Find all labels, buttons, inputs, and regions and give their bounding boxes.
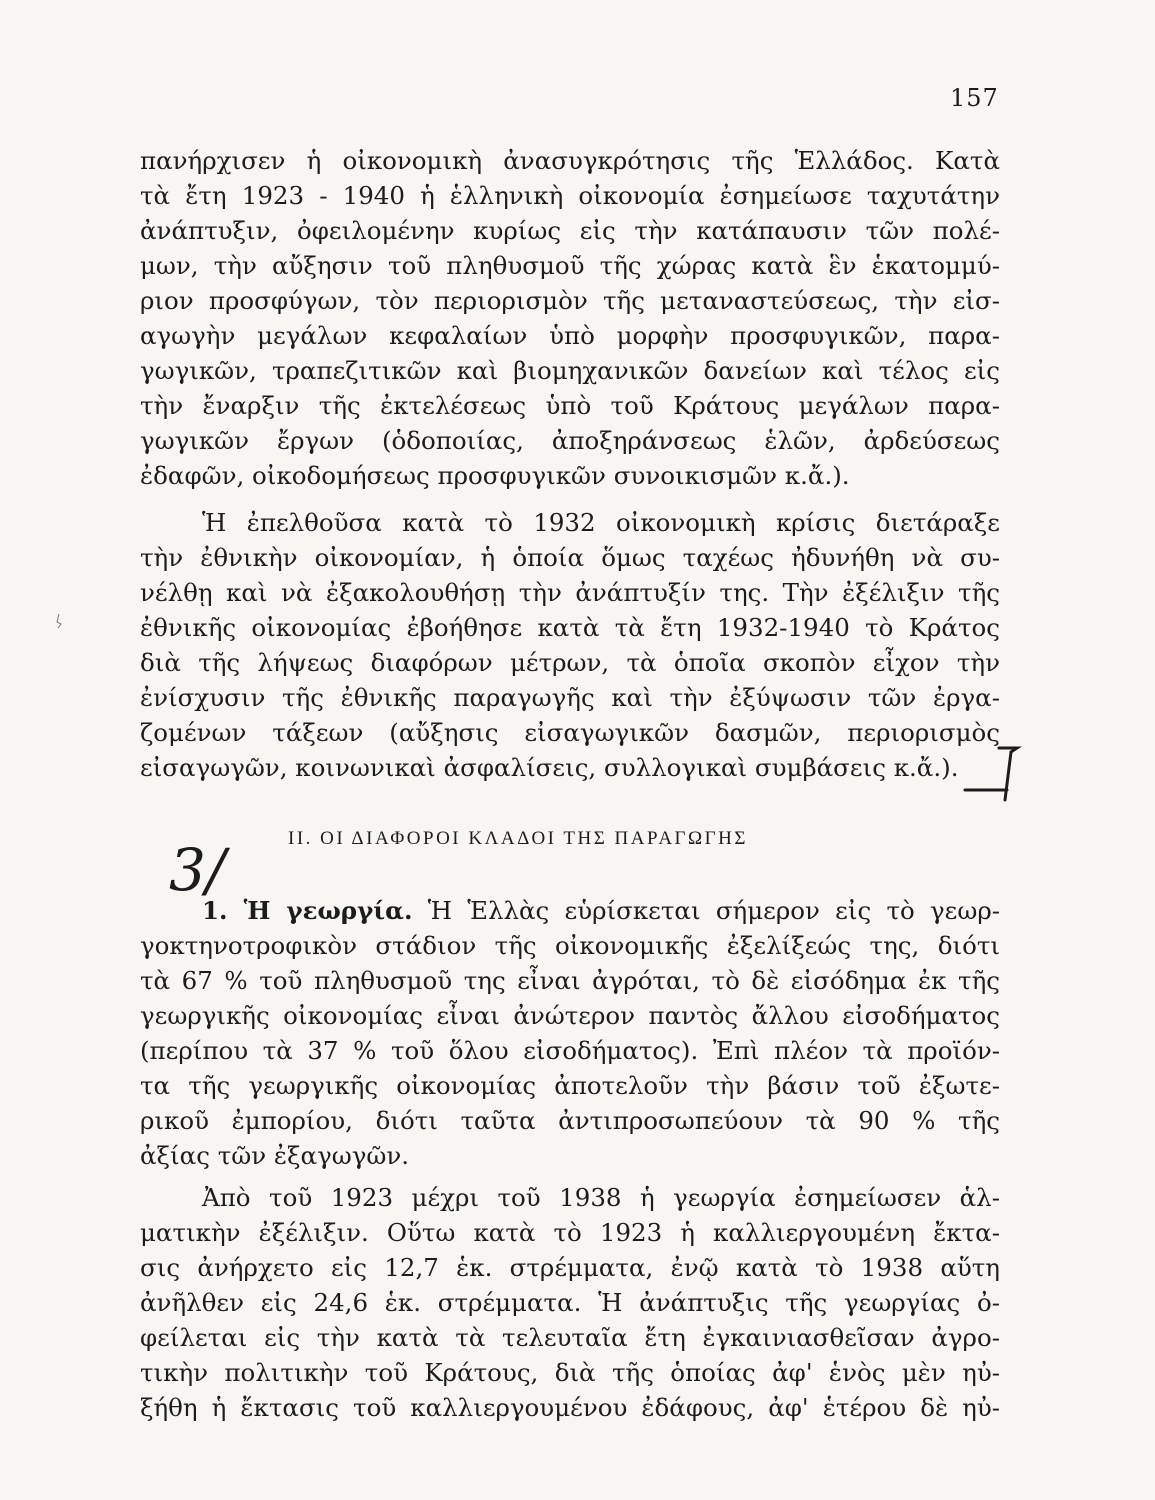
text-line: φείλεται εἰς τὴν κατὰ τὰ τελευταῖα ἔτη ἐγκαινιασθεῖσαν ἀγρο- — [140, 1323, 1000, 1352]
page-number: 157 — [950, 84, 999, 112]
text-line — [140, 893, 1000, 928]
text-line: πανήρχισεν ἡ οἰκονομικὴ ἀνασυγκρότησις τῆς Ἑλλάδος. Κατὰ — [140, 146, 1000, 175]
text-line: μων, τὴν αὔξησιν τοῦ πληθυσμοῦ τῆς χώρας κατὰ ἓν ἑκατομμύ- — [140, 251, 1000, 280]
text-line: τὴν ἔναρξιν τῆς ἐκτελέσεως ὑπὸ τοῦ Κράτους μεγάλων παρα- — [140, 391, 1000, 420]
text-line: ἀξίας τῶν ἐξαγωγῶν. — [140, 1141, 410, 1170]
text-line: γωγικῶν ἔργων (ὁδοποιίας, ἀποξηράνσεως ἑλῶν, ἀρδεύσεως — [140, 426, 1000, 455]
text-line: ἀνάπτυξιν, ὀφειλομένην κυρίως εἰς τὴν κατάπαυσιν τῶν πολέ- — [140, 216, 1000, 245]
scan-speck — [52, 612, 66, 630]
text-line: γωγικῶν, τραπεζιτικῶν καὶ βιομηχανικῶν δανείων καὶ τέλος εἰς — [140, 356, 1000, 385]
text-line: Ἀπὸ τοῦ 1923 μέχρι τοῦ 1938 ἡ γεωργία ἐσημείωσεν ἁλ- — [202, 1183, 1000, 1212]
text-line: ριον προσφύγων, τὸν περιορισμὸν τῆς μεταναστεύσεως, τὴν εἰσ- — [140, 286, 1000, 315]
text-line: Ἡ ἐπελθοῦσα κατὰ τὸ 1932 οἰκονομικὴ κρίσις διετάραξε — [202, 508, 1000, 537]
section-heading: II. ΟΙ ΔΙΑΦΟΡΟΙ ΚΛΑΔΟΙ ΤΗΣ ΠΑΡΑΓΩΓΗΣ — [288, 828, 748, 849]
text-line: εἰσαγωγῶν, κοινωνικαὶ ἀσφαλίσεις, συλλογικαὶ συμβάσεις κ.ἄ.). — [140, 753, 959, 782]
text-line: ρικοῦ ἐμπορίου, διότι ταῦτα ἀντιπροσωπεύουν τὰ 90 % τῆς — [140, 1106, 1000, 1135]
paragraph-4 — [140, 1180, 1000, 1425]
text-line: τα τῆς γεωργικῆς οἰκονομίας ἀποτελοῦν τὴν βάσιν τοῦ ἐξωτε- — [140, 1071, 1000, 1100]
paragraph-2 — [140, 505, 1000, 785]
text-line: γεωργικῆς οἰκονομίας εἶναι ἀνώτερον παντὸς ἄλλου εἰσοδήματος — [140, 1001, 1000, 1030]
text-line: αγωγὴν μεγάλων κεφαλαίων ὑπὸ μορφὴν προσφυγικῶν, παρα- — [140, 321, 1000, 350]
text-line: νέλθῃ καὶ νὰ ἐξακολουθήσῃ τὴν ἀνάπτυξίν της. Τὴν ἐξέλιξιν τῆς — [140, 578, 1000, 607]
subsection-title: 1. Ἡ γεωργία. — [202, 896, 413, 925]
handwritten-bracket-mark — [955, 738, 1025, 808]
text-line: ἐνίσχυσιν τῆς ἐθνικῆς παραγωγῆς καὶ τὴν ἐξύψωσιν τῶν ἐργα- — [140, 683, 1000, 712]
text-line: (περίπου τὰ 37 % τοῦ ὅλου εἰσοδήματος). Ἐπὶ πλέον τὰ προϊόν- — [140, 1036, 1000, 1065]
text-line: τὰ 67 % τοῦ πληθυσμοῦ της εἶναι ἀγρόται, τὸ δὲ εἰσόδημα ἐκ τῆς — [140, 966, 1000, 995]
text-line: τὰ ἔτη 1923 - 1940 ἡ ἑλληνικὴ οἰκονομία ἐσημείωσε ταχυτάτην — [140, 181, 1000, 210]
text-line: ξήθη ἡ ἔκτασις τοῦ καλλιεργουμένου ἐδάφους, ἀφ' ἑτέρου δὲ ηὐ- — [140, 1393, 1000, 1422]
text-fragment: Ἡ Ἑλλὰς εὑρίσκεται σήμερον εἰς τὸ γεωρ- — [412, 896, 1001, 925]
paragraph-1 — [140, 143, 1000, 493]
text-line: τὴν ἐθνικὴν οἰκονομίαν, ἡ ὁποία ὅμως ταχέως ἠδυνήθη νὰ συ- — [140, 543, 1000, 572]
text-line: ἐδαφῶν, οἰκοδομήσεως προσφυγικῶν συνοικισμῶν κ.ἄ.). — [140, 461, 850, 490]
text-line: ματικὴν ἐξέλιξιν. Οὕτω κατὰ τὸ 1923 ἡ καλλιεργουμένη ἔκτα- — [140, 1218, 1000, 1247]
text-line: ἐθνικῆς οἰκονομίας ἐβοήθησε κατὰ τὰ ἔτη 1932-1940 τὸ Κράτος — [140, 613, 1000, 642]
text-line: ἀνῆλθεν εἰς 24,6 ἑκ. στρέμματα. Ἡ ἀνάπτυξις τῆς γεωργίας ὀ- — [140, 1288, 1000, 1317]
text-line: σις ἀνήρχετο εἰς 12,7 ἑκ. στρέμματα, ἐνῷ κατὰ τὸ 1938 αὕτη — [140, 1253, 1000, 1282]
text-line: γοκτηνοτροφικὸν στάδιον τῆς οἰκονομικῆς ἐξελίξεώς της, διότι — [140, 931, 1000, 960]
text-line: διὰ τῆς λήψεως διαφόρων μέτρων, τὰ ὁποῖα σκοπὸν εἶχον τὴν — [140, 648, 1000, 677]
paragraph-3 — [140, 893, 1000, 1173]
handwritten-note: 3/ — [169, 836, 226, 904]
text-line: ζομένων τάξεων (αὔξησις εἰσαγωγικῶν δασμῶν, περιορισμὸς — [140, 718, 1000, 747]
text-line: τικὴν πολιτικὴν τοῦ Κράτους, διὰ τῆς ὁποίας ἀφ' ἑνὸς μὲν ηὐ- — [140, 1358, 1000, 1387]
